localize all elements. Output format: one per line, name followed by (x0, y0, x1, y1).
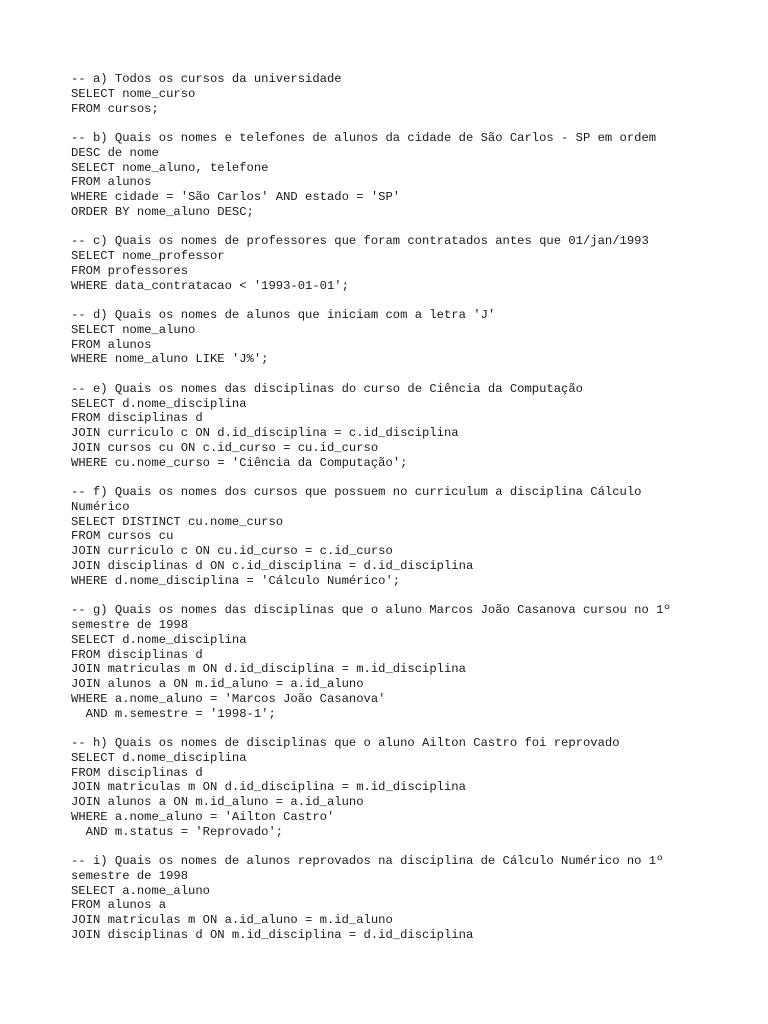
code-line: AND m.status = 'Reprovado'; (71, 824, 284, 839)
code-line: ORDER BY nome_aluno DESC; (71, 204, 254, 219)
code-line: FROM cursos cu (71, 529, 174, 544)
query-block-f (71, 485, 731, 588)
code-line: FROM alunos a (71, 898, 167, 913)
code-line: WHERE d.nome_disciplina = 'Cálculo Numérico'; (71, 573, 401, 588)
code-line: JOIN curriculo c ON d.id_disciplina = c.id_disciplina (71, 426, 459, 441)
code-line: JOIN cursos cu ON c.id_curso = cu.id_curso (71, 440, 379, 455)
comment-line: semestre de 1998 (71, 868, 189, 883)
code-line: JOIN curriculo c ON cu.id_curso = c.id_curso (71, 544, 393, 559)
query-block-h (71, 736, 731, 839)
query-block-c (71, 234, 731, 293)
code-line: JOIN alunos a ON m.id_aluno = a.id_aluno (71, 795, 364, 810)
code-line: WHERE cu.nome_curso = 'Ciência da Computação'; (71, 455, 408, 470)
code-line: FROM professores (71, 263, 189, 278)
code-line: WHERE data_contratacao < '1993-01-01'; (71, 278, 349, 293)
code-line: WHERE a.nome_aluno = 'Marcos João Casanova' (71, 691, 386, 706)
query-block-g (71, 603, 731, 721)
comment-line: -- c) Quais os nomes de professores que foram contratados antes que 01/jan/1993 (71, 234, 649, 249)
comment-line: -- h) Quais os nomes de disciplinas que o aluno Ailton Castro foi reprovado (71, 736, 620, 751)
code-line: JOIN disciplinas d ON c.id_disciplina = d.id_disciplina (71, 558, 474, 573)
comment-line: -- f) Quais os nomes dos cursos que possuem no curriculum a disciplina Cálculo (71, 485, 642, 500)
comment-line: Numérico (71, 499, 130, 514)
code-line: SELECT DISTINCT cu.nome_curso (71, 514, 284, 529)
comment-line: -- d) Quais os nomes de alunos que iniciam com a letra 'J' (71, 308, 496, 323)
code-line: FROM disciplinas d (71, 765, 203, 780)
code-line: WHERE cidade = 'São Carlos' AND estado = 'SP' (71, 190, 401, 205)
query-block-a (71, 72, 731, 116)
code-line: SELECT a.nome_aluno (71, 883, 210, 898)
query-block-i (71, 854, 731, 943)
code-line: FROM alunos (71, 337, 152, 352)
code-line: JOIN disciplinas d ON m.id_disciplina = d.id_disciplina (71, 927, 474, 942)
code-line: FROM cursos; (71, 101, 159, 116)
code-line: JOIN matriculas m ON d.id_disciplina = m.id_disciplina (71, 780, 466, 795)
comment-line: -- a) Todos os cursos da universidade (71, 72, 342, 86)
query-block-e (71, 382, 731, 471)
code-line: SELECT d.nome_disciplina (71, 632, 247, 647)
code-line: FROM disciplinas d (71, 411, 203, 426)
document-page (71, 72, 731, 957)
comment-line: -- b) Quais os nomes e telefones de alunos da cidade de São Carlos - SP em ordem (71, 131, 657, 146)
code-line: SELECT nome_aluno (71, 322, 196, 337)
code-line: AND m.semestre = '1998-1'; (71, 706, 276, 721)
comment-line: -- e) Quais os nomes das disciplinas do curso de Ciência da Computação (71, 381, 583, 396)
code-line: SELECT nome_professor (71, 249, 225, 264)
code-line: SELECT d.nome_disciplina (71, 750, 247, 765)
code-line: JOIN matriculas m ON a.id_aluno = m.id_aluno (71, 913, 393, 928)
comment-line: DESC de nome (71, 145, 159, 160)
query-block-d (71, 308, 731, 367)
code-line: JOIN alunos a ON m.id_aluno = a.id_aluno (71, 677, 364, 692)
code-line: SELECT nome_curso (71, 86, 196, 101)
code-line: FROM disciplinas d (71, 647, 203, 662)
code-line: SELECT nome_aluno, telefone (71, 160, 269, 175)
comment-line: -- g) Quais os nomes das disciplinas que o aluno Marcos João Casanova cursou no 1º (71, 603, 671, 618)
comment-line: -- i) Quais os nomes de alunos reprovados na disciplina de Cálculo Numérico no 1º (71, 854, 664, 869)
query-block-b (71, 131, 731, 220)
code-line: WHERE a.nome_aluno = 'Ailton Castro' (71, 809, 335, 824)
code-line: FROM alunos (71, 175, 152, 190)
code-line: SELECT d.nome_disciplina (71, 396, 247, 411)
code-line: WHERE nome_aluno LIKE 'J%'; (71, 352, 269, 367)
comment-line: semestre de 1998 (71, 618, 189, 633)
code-line: JOIN matriculas m ON d.id_disciplina = m.id_disciplina (71, 662, 466, 677)
